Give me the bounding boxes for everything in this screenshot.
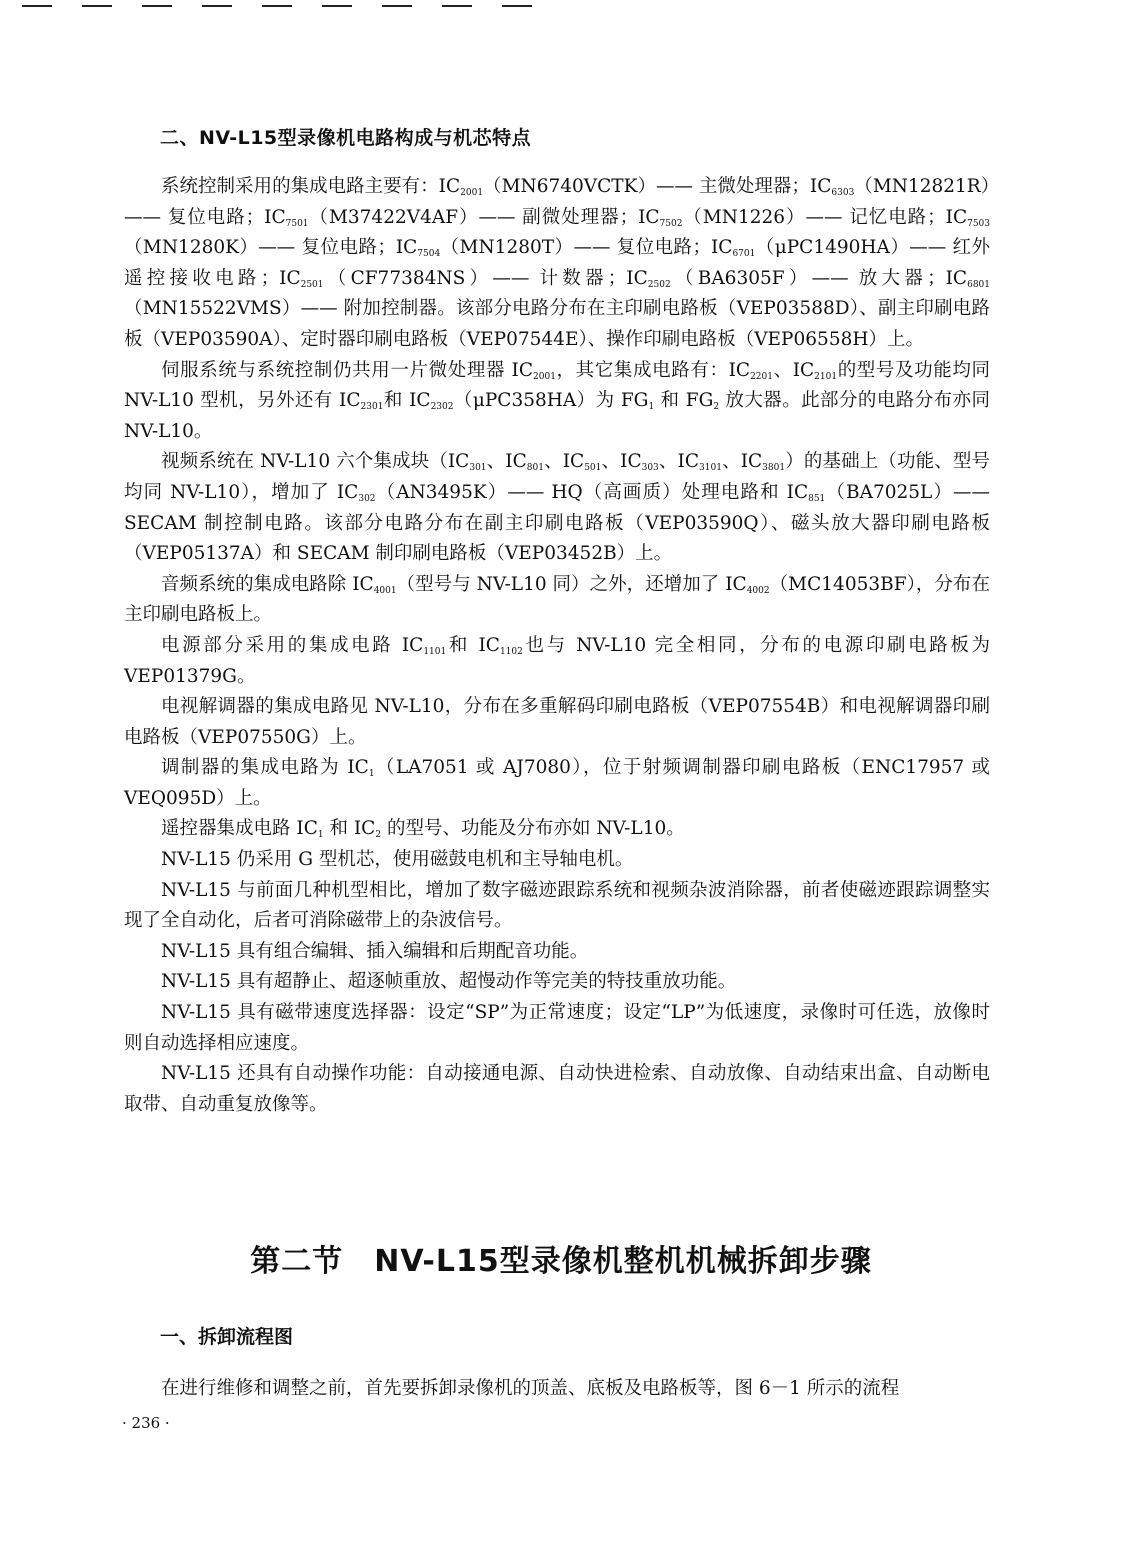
subscript: 2001 <box>533 371 556 382</box>
paragraph <box>124 172 990 356</box>
text-run: 的型号及功能均同 NV-L10 型机，另外还有 IC <box>124 359 990 412</box>
text-run: 视频系统在 NV-L10 六个集成块（IC <box>161 451 470 473</box>
text-run: （LA7051 或 AJ7080），位于射频调制器印刷电路板（ENC17957 或 VEQ095D）上。 <box>124 757 990 809</box>
subscript: 301 <box>469 463 487 474</box>
subscript: 303 <box>641 463 659 474</box>
subscript: 2 <box>375 830 382 841</box>
subscript: 6303 <box>831 188 855 198</box>
text-run: 、IC <box>601 451 642 473</box>
text-run: （MN1280K）—— 复位电路；IC <box>124 237 418 259</box>
subscript: 7503 <box>967 218 990 229</box>
text-run: （AN3495K）—— HQ（高画质）处理电路和 IC <box>375 481 809 503</box>
text-run: ，其它集成电路有：IC <box>555 359 751 381</box>
text-run: （M37422V4AF）—— 副微处理器；IC <box>308 206 660 228</box>
text-run: （MN15522VMS）—— 附加控制器。该部分电路分布在主印刷电路板（VEP03588D）、副主印刷电路板（VEP03590A）、定时器印刷电路板（VEP07544E）、操作印刷电路板（VEP06558H）上。 <box>124 298 990 350</box>
text-run: 的型号、功能及分布亦如 NV-L10。 <box>381 818 685 840</box>
subscript: 801 <box>526 463 544 474</box>
subscript: 501 <box>584 463 602 474</box>
text-run: 电视解调器的集成电路见 NV-L10，分布在多重解码印刷电路板（VEP07554B）和电视解调器印刷电路板（VEP07550G）上。 <box>124 696 990 748</box>
text-run: 和 IC <box>446 634 500 656</box>
subscript: 7502 <box>659 218 683 229</box>
text-run: ）的基础上（功能、型号均同 NV-L10），增加了 IC <box>124 451 991 503</box>
text-run: （BA7025L）—— SECAM 制控制电路。该部分电路分布在副主印刷电路板（VEP03590Q）、磁头放大器印刷电路板（VEP05137A）和 SECAM 制印刷电路板（VEP03452B）上。 <box>124 481 990 565</box>
text-run: 、IC <box>658 451 700 473</box>
text-run: （μPC358HA）为 FG <box>453 390 649 412</box>
text-run: NV-L15 具有超静止、超逐帧重放、超慢动作等完美的特技重放功能。 <box>161 971 737 993</box>
subscript: 851 <box>808 493 826 504</box>
paragraph <box>124 1059 990 1120</box>
paragraph <box>124 937 990 968</box>
paragraph <box>124 967 990 998</box>
paragraph <box>124 753 990 814</box>
subscript: 2301 <box>360 402 384 413</box>
text-run: （BA6305F）—— 放大器；IC <box>670 267 968 289</box>
subscript: 1102 <box>499 646 523 657</box>
subscript: 2502 <box>647 279 671 290</box>
text-run: NV-L15 具有组合编辑、插入编辑和后期配音功能。 <box>161 940 589 962</box>
subscript: 7501 <box>285 218 309 229</box>
paragraph-flowchart-intro: 在进行维修和调整之前，首先要拆卸录像机的顶盖、底板及电路板等，图 6－1 所示的流程 <box>161 1378 900 1399</box>
subscript: 6701 <box>732 249 756 260</box>
text-run: （MN1280T）—— 复位电路；IC <box>440 237 733 259</box>
subscript: 4002 <box>746 585 770 596</box>
text-run: NV-L15 具有磁带速度选择器：设定“SP”为正常速度；设定“LP”为低速度，录像时可任选，放像时则自动选择相应速度。 <box>124 1002 990 1054</box>
text-run: 遥控器集成电路 IC <box>161 818 318 840</box>
page-number: · 236 · <box>122 1414 170 1432</box>
subsection-heading-flowchart: 一、拆卸流程图 <box>160 1326 294 1348</box>
text-run: 、IC <box>772 359 815 381</box>
text-run: 系统控制采用的集成电路主要有：IC <box>161 176 461 197</box>
text-run: NV-L15 与前面几种机型相比，增加了数字磁迹跟踪系统和视频杂波消除器，前者使磁迹跟踪调整实现了全自动化，后者可消除磁带上的杂波信号。 <box>124 879 990 932</box>
subscript: 6801 <box>967 279 990 290</box>
subscript: 302 <box>358 493 376 504</box>
subscript: 3801 <box>762 463 786 474</box>
subscript: 1 <box>368 769 375 780</box>
paragraph <box>124 814 990 845</box>
subscript: 2101 <box>814 371 838 382</box>
text-run: NV-L15 仍采用 G 型机芯，使用磁鼓电机和主导轴电机。 <box>161 849 634 871</box>
text-run: 电源部分采用的集成电路 IC <box>161 634 424 656</box>
subscript: 2501 <box>300 279 324 290</box>
text-run: （型号与 NV-L10 同）之外，还增加了 IC <box>396 573 747 595</box>
paragraph <box>124 845 990 876</box>
subscript: 7504 <box>417 249 441 260</box>
text-run: （MN12821R）—— 复位电路；IC <box>124 176 990 228</box>
text-run: （μPC1490HA）—— 红外遥控接收电路；IC <box>124 237 990 289</box>
subscript: 2201 <box>750 371 773 382</box>
paragraph <box>124 356 990 448</box>
text-run: 和 IC <box>383 390 431 412</box>
subscript: 1 <box>648 402 655 413</box>
text-run: 伺服系统与系统控制仍共用一片微处理器 IC <box>161 359 534 381</box>
subscript: 3101 <box>699 463 722 474</box>
text-run: 和 IC <box>323 818 376 840</box>
paragraph <box>124 692 990 753</box>
text-run: 和 FG <box>654 390 714 412</box>
text-run: 也与 NV-L10 完全相同，分布的电源印刷电路板为 VEP01379G。 <box>124 634 990 687</box>
subscript: 2001 <box>460 188 484 198</box>
text-run: 音频系统的集成电路除 IC <box>161 573 374 595</box>
paragraph <box>124 447 990 569</box>
subsection-heading: 二、NV-L15型录像机电路构成与机芯特点 <box>160 127 532 149</box>
section-title: 第二节 NV-L15型录像机整机机械拆卸步骤 <box>250 1244 872 1279</box>
text-run: 、IC <box>721 451 763 473</box>
paragraph <box>124 631 990 692</box>
text-run: 放大器。此部分的电路分布亦同 NV-L10。 <box>124 390 990 442</box>
text-run: 调制器的集成电路为 IC <box>161 757 369 779</box>
subscript: 2302 <box>430 402 454 413</box>
subscript: 4001 <box>373 585 397 596</box>
text-run: （CF77384NS）—— 计数器；IC <box>323 267 648 289</box>
paragraph <box>124 570 990 631</box>
subscript: 1 <box>317 830 324 841</box>
text-run: NV-L15 还具有自动操作功能：自动接通电源、自动快进检索、自动放像、自动结束出盒、自动断电取带、自动重复放像等。 <box>124 1063 990 1115</box>
top-dashed-rule <box>22 0 532 12</box>
text-run: 、IC <box>486 451 527 473</box>
text-run: （MC14053BF），分布在主印刷电路板上。 <box>124 573 990 626</box>
paragraph <box>124 998 990 1059</box>
text-run: （MN1226）—— 记忆电路；IC <box>682 206 968 228</box>
paragraph <box>124 876 990 937</box>
subscript: 1101 <box>423 646 447 657</box>
text-run: （MN6740VCTK）—— 主微处理器；IC <box>483 176 832 197</box>
text-run: 、IC <box>543 451 585 473</box>
body-text <box>124 172 990 1120</box>
subscript: 2 <box>713 402 720 413</box>
